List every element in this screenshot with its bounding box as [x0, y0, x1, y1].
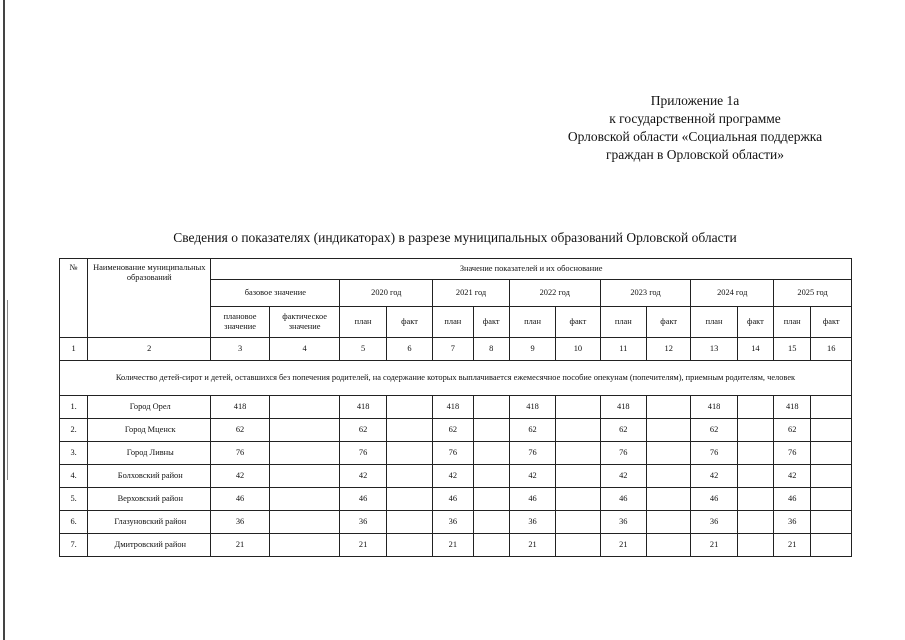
- plan-value-cell: 62: [691, 419, 737, 442]
- section-row: [60, 361, 852, 396]
- plan-value-cell: 42: [691, 465, 737, 488]
- fact-header: факт: [473, 307, 509, 338]
- plan-value-cell: 418: [600, 396, 646, 419]
- plan-value-cell: 418: [774, 396, 811, 419]
- column-number: 11: [600, 338, 646, 361]
- plan-value-cell: 42: [774, 465, 811, 488]
- plan-value-cell: 418: [691, 396, 737, 419]
- plan-value-cell: 76: [509, 442, 555, 465]
- fact-value-cell: [473, 534, 509, 557]
- row-number: 6.: [60, 511, 88, 534]
- plan-header: план: [600, 307, 646, 338]
- plan-value-cell: 76: [211, 442, 270, 465]
- plan-value-cell: 21: [340, 534, 386, 557]
- plan-value-cell: 21: [211, 534, 270, 557]
- plan-value-cell: 62: [340, 419, 386, 442]
- table-row: [60, 488, 852, 511]
- plan-value-cell: 46: [211, 488, 270, 511]
- fact-value-cell: [647, 396, 691, 419]
- row-number: 3.: [60, 442, 88, 465]
- fact-value-cell: [811, 465, 852, 488]
- row-number: 1.: [60, 396, 88, 419]
- fact-value-cell: [811, 488, 852, 511]
- year-header: 2025 год: [774, 280, 852, 307]
- year-header: 2020 год: [340, 280, 433, 307]
- column-number: 1: [60, 338, 88, 361]
- column-numbers-row: [60, 338, 852, 361]
- plan-header: план: [691, 307, 737, 338]
- appendix-line: к государственной программе: [609, 111, 781, 126]
- fact-value-cell: [386, 396, 432, 419]
- plan-value-cell: 42: [211, 465, 270, 488]
- fact-value-cell: [737, 442, 773, 465]
- column-number: 8: [473, 338, 509, 361]
- plan-value-cell: 46: [433, 488, 473, 511]
- fact-value-cell: [386, 534, 432, 557]
- column-number: 14: [737, 338, 773, 361]
- fact-value-cell: [556, 534, 600, 557]
- plan-value-cell: 36: [774, 511, 811, 534]
- column-number: 5: [340, 338, 386, 361]
- plan-header: план: [774, 307, 811, 338]
- plan-value-cell: 46: [774, 488, 811, 511]
- fact-header: факт: [811, 307, 852, 338]
- fact-value-cell: [647, 511, 691, 534]
- plan-value-cell: 46: [691, 488, 737, 511]
- plan-value-cell: 76: [340, 442, 386, 465]
- column-number: 2: [88, 338, 211, 361]
- municipality-name: Дмитровский район: [88, 534, 211, 557]
- fact-value-cell: [473, 442, 509, 465]
- fact-value-cell: [647, 488, 691, 511]
- fact-value-cell: [811, 534, 852, 557]
- plan-value-cell: 21: [691, 534, 737, 557]
- municipality-name: Город Мценск: [88, 419, 211, 442]
- plan-value-cell: 36: [509, 511, 555, 534]
- plan-value-cell: 46: [509, 488, 555, 511]
- values-header: Значение показателей и их обоснование: [211, 259, 852, 280]
- fact-value-cell: [737, 534, 773, 557]
- table-row: [60, 534, 852, 557]
- fact-value-cell: [737, 396, 773, 419]
- fact-value-cell: [811, 396, 852, 419]
- scan-edge-line: [3, 0, 5, 640]
- indicators-table: [59, 258, 852, 557]
- plan-value-cell: 21: [774, 534, 811, 557]
- section-title: Количество детей-сирот и детей, оставшихся без попечения родителей, на содержание которых выплачивается ежемесячное пособие опекунам (попечителям), приемным родителям, человек: [60, 361, 852, 396]
- plan-value-cell: 76: [691, 442, 737, 465]
- row-number: 4.: [60, 465, 88, 488]
- row-number: 7.: [60, 534, 88, 557]
- fact-value-cell: [473, 419, 509, 442]
- plan-value-cell: 76: [433, 442, 473, 465]
- fact-value-cell: [269, 465, 340, 488]
- fact-value-cell: [737, 511, 773, 534]
- plan-value-cell: 62: [433, 419, 473, 442]
- plan-value-cell: 36: [340, 511, 386, 534]
- fact-value-cell: [269, 534, 340, 557]
- fact-value-cell: [556, 396, 600, 419]
- table-row: [60, 419, 852, 442]
- plan-value-cell: 21: [600, 534, 646, 557]
- fact-value-cell: [647, 419, 691, 442]
- fact-value-cell: [556, 419, 600, 442]
- plan-value-cell: 46: [600, 488, 646, 511]
- fact-value-cell: [647, 465, 691, 488]
- plan-value-cell: 21: [433, 534, 473, 557]
- fact-value-cell: [647, 534, 691, 557]
- fact-value-cell: [386, 488, 432, 511]
- plan-value-cell: 76: [600, 442, 646, 465]
- column-number: 4: [269, 338, 340, 361]
- municipality-name: Глазуновский район: [88, 511, 211, 534]
- base-fact-header: фактическое значение: [269, 307, 340, 338]
- fact-value-cell: [473, 396, 509, 419]
- column-number: 13: [691, 338, 737, 361]
- column-number: 16: [811, 338, 852, 361]
- municipality-name: Город Ливны: [88, 442, 211, 465]
- fact-value-cell: [737, 488, 773, 511]
- column-number: 3: [211, 338, 270, 361]
- appendix-header: [520, 92, 870, 164]
- fact-value-cell: [269, 442, 340, 465]
- plan-value-cell: 36: [433, 511, 473, 534]
- year-header: 2023 год: [600, 280, 691, 307]
- plan-header: план: [340, 307, 386, 338]
- fact-value-cell: [811, 442, 852, 465]
- appendix-line: граждан в Орловской области»: [605, 147, 784, 162]
- plan-value-cell: 42: [509, 465, 555, 488]
- plan-value-cell: 62: [600, 419, 646, 442]
- fact-value-cell: [386, 511, 432, 534]
- column-number: 15: [774, 338, 811, 361]
- table-row: [60, 442, 852, 465]
- plan-value-cell: 62: [509, 419, 555, 442]
- fact-value-cell: [556, 442, 600, 465]
- fact-value-cell: [811, 419, 852, 442]
- fact-value-cell: [737, 419, 773, 442]
- plan-value-cell: 418: [211, 396, 270, 419]
- plan-value-cell: 46: [340, 488, 386, 511]
- column-number: 7: [433, 338, 473, 361]
- fact-value-cell: [556, 465, 600, 488]
- col-number-header: №: [60, 259, 88, 338]
- plan-header: план: [433, 307, 473, 338]
- plan-value-cell: 62: [774, 419, 811, 442]
- plan-value-cell: 76: [774, 442, 811, 465]
- fact-header: факт: [737, 307, 773, 338]
- fact-value-cell: [473, 511, 509, 534]
- municipality-name: Город Орел: [88, 396, 211, 419]
- column-number: 9: [509, 338, 555, 361]
- year-header: 2024 год: [691, 280, 774, 307]
- fact-value-cell: [269, 511, 340, 534]
- table-row: [60, 396, 852, 419]
- fact-value-cell: [269, 419, 340, 442]
- year-header: 2021 год: [433, 280, 510, 307]
- fact-value-cell: [647, 442, 691, 465]
- fact-header: факт: [556, 307, 600, 338]
- year-header: 2022 год: [509, 280, 600, 307]
- fact-value-cell: [269, 396, 340, 419]
- table-row: [60, 511, 852, 534]
- municipality-name: Верховский район: [88, 488, 211, 511]
- plan-value-cell: 36: [600, 511, 646, 534]
- plan-value-cell: 418: [433, 396, 473, 419]
- plan-header: план: [509, 307, 555, 338]
- plan-value-cell: 62: [211, 419, 270, 442]
- base-header: базовое значение: [211, 280, 340, 307]
- appendix-line: Приложение 1а: [650, 93, 740, 108]
- fact-value-cell: [386, 419, 432, 442]
- plan-value-cell: 418: [340, 396, 386, 419]
- document-title: Сведения о показателях (индикаторах) в разрезе муниципальных образований Орловской области: [173, 230, 737, 245]
- base-plan-header: плановое значение: [211, 307, 270, 338]
- scan-edge-mark: [7, 300, 8, 480]
- plan-value-cell: 42: [433, 465, 473, 488]
- col-name-header: Наименование муниципальных образований: [88, 259, 211, 338]
- plan-value-cell: 36: [691, 511, 737, 534]
- column-number: 10: [556, 338, 600, 361]
- fact-value-cell: [269, 488, 340, 511]
- table-row: [60, 465, 852, 488]
- column-number: 12: [647, 338, 691, 361]
- row-number: 2.: [60, 419, 88, 442]
- municipality-name: Болховский район: [88, 465, 211, 488]
- plan-value-cell: 36: [211, 511, 270, 534]
- appendix-line: Орловской области «Социальная поддержка: [567, 129, 823, 144]
- fact-value-cell: [811, 511, 852, 534]
- header-row-1: [60, 259, 852, 280]
- plan-value-cell: 418: [509, 396, 555, 419]
- plan-value-cell: 21: [509, 534, 555, 557]
- plan-value-cell: 42: [340, 465, 386, 488]
- fact-value-cell: [473, 465, 509, 488]
- fact-value-cell: [556, 511, 600, 534]
- column-number: 6: [386, 338, 432, 361]
- row-number: 5.: [60, 488, 88, 511]
- plan-value-cell: 42: [600, 465, 646, 488]
- fact-value-cell: [386, 442, 432, 465]
- fact-value-cell: [737, 465, 773, 488]
- fact-value-cell: [386, 465, 432, 488]
- fact-value-cell: [556, 488, 600, 511]
- fact-value-cell: [473, 488, 509, 511]
- fact-header: факт: [386, 307, 432, 338]
- fact-header: факт: [647, 307, 691, 338]
